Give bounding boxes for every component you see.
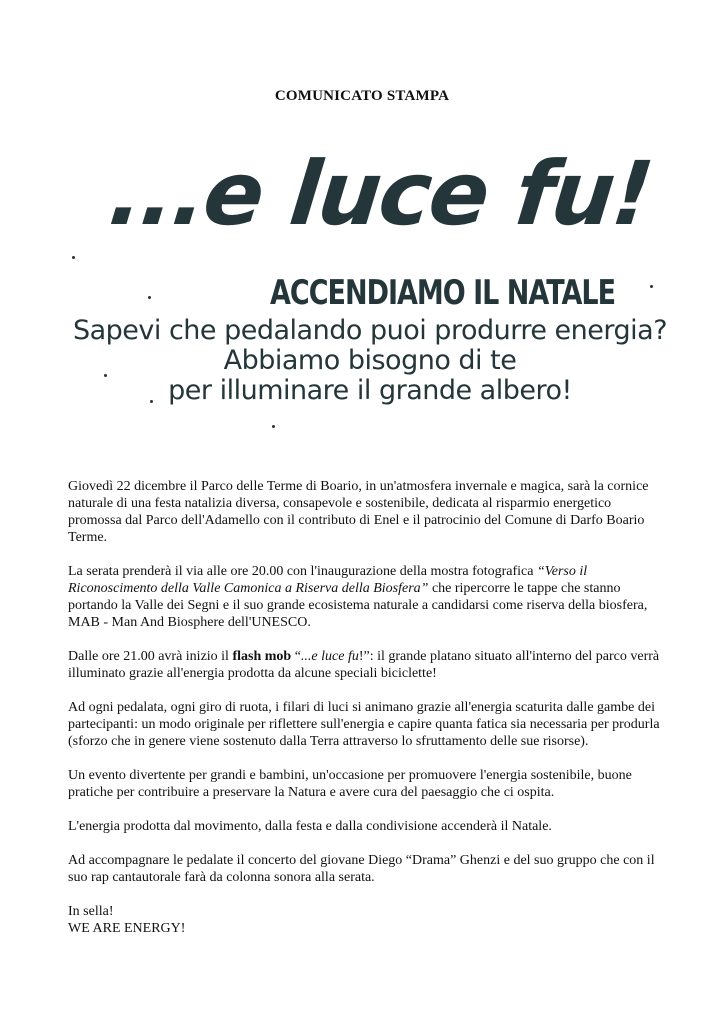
decorative-dot	[272, 425, 275, 428]
closing-line: In sella!	[68, 904, 114, 919]
decorative-dot	[72, 256, 75, 259]
paragraph-closing	[68, 903, 660, 937]
hero-line: Abbiamo bisogno di te	[223, 345, 517, 376]
text-run: “	[291, 649, 301, 664]
paragraph-concert: Ad accompagnare le pedalate il concerto del giovane Diego “Drama” Ghenzi e del suo gruppo che con il suo rap cantautorale farà da colonna sonora alla serata.	[68, 853, 655, 885]
exhibition-title: “Verso il Riconoscimento della Valle Camonica a Riserva della Biosfera”	[68, 564, 588, 596]
hero-tagline	[70, 316, 670, 406]
text-run: Dalle ore 21.00 avrà inizio il	[68, 649, 233, 664]
closing-slogan: WE ARE ENERGY!	[68, 921, 186, 936]
text-run: La serata prenderà il via alle ore 20.00 con l'inaugurazione della mostra fotografica	[68, 564, 537, 579]
decorative-dot	[650, 285, 653, 288]
text-run: !”: il grande platano situato all'interno del parco verrà illuminato grazie all'energia prodotta da alcune speciali biciclette!	[68, 649, 660, 681]
paragraph-event: Un evento divertente per grandi e bambini, un'occasione per promuovere l'energia sostenibile, buone pratiche per contribuire a preservare la Natura e avere cura del paesaggio che ci ospita.	[68, 768, 632, 800]
event-title: ...e luce fu	[300, 649, 359, 664]
paragraph-flash-mob	[68, 648, 660, 682]
hero-graphic	[0, 142, 724, 440]
flash-mob-label: flash mob	[232, 649, 292, 664]
hero-line: per illuminare il grande albero!	[168, 375, 572, 406]
hero-title: ...e luce fu!	[104, 142, 657, 245]
decorative-dot	[148, 296, 151, 299]
press-release-body	[68, 478, 660, 937]
document-header: COMUNICATO STAMPA	[274, 88, 450, 104]
paragraph-pedaling: Ad ogni pedalata, ogni giro di ruota, i filari di luci si animano grazie all'energia scaturita dalle gambe dei partecipanti: un modo originale per riflettere sull'energia e capire quanta fatica sia necessaria per produrla (sforzo che in genere viene sostenuto dalla Terra attraverso lo sfruttamento delle sue risorse).	[68, 700, 660, 749]
paragraph-exhibition	[68, 563, 660, 631]
hero-line: Sapevi che pedalando puoi produrre energia?	[72, 315, 668, 346]
hero-subtitle: ACCENDIAMO IL NATALE	[270, 274, 616, 313]
paragraph-intro: Giovedì 22 dicembre il Parco delle Terme di Boario, in un'atmosfera invernale e magica, sarà la cornice naturale di una festa natalizia diversa, consapevole e sostenibile, dedicata al risparmio energetico promossa dal Parco dell'Adamello con il contributo di Enel e il patrocinio del Comune di Darfo Boario Terme.	[68, 479, 649, 545]
paragraph-energy: L'energia prodotta dal movimento, dalla festa e dalla condivisione accenderà il Natale.	[68, 819, 552, 834]
text-run: che ripercorre le tappe che stanno portando la Valle dei Segni e il suo grande ecosistema naturale a candidarsi come riserva della biosfera, MAB - Man And Biosphere dell'UNESCO.	[68, 581, 648, 630]
